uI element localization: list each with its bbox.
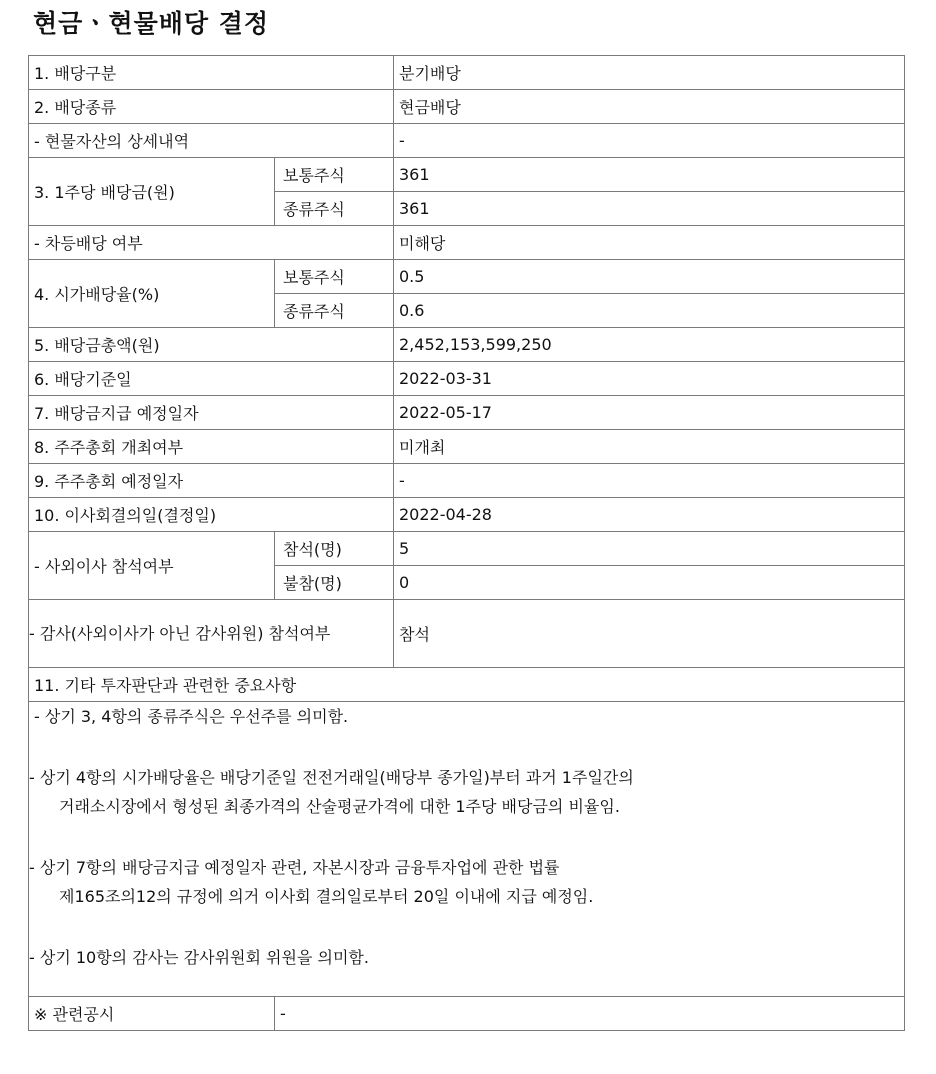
table-row	[29, 498, 905, 532]
row-value: 5	[394, 532, 905, 566]
row-value: 참석	[394, 600, 905, 668]
row-label: - 차등배당 여부	[29, 226, 394, 260]
row-value: -	[394, 464, 905, 498]
table-row	[29, 997, 905, 1031]
row-value: 분기배당	[394, 56, 905, 90]
note-line: - 상기 7항의 배당금지급 예정일자 관련, 자본시장과 금융투자업에 관한 법률	[29, 858, 560, 877]
row-label: 7. 배당금지급 예정일자	[29, 396, 394, 430]
row-value: 미개최	[394, 430, 905, 464]
row-value: -	[275, 997, 905, 1031]
row-value: 미해당	[394, 226, 905, 260]
note-line: - 상기 10항의 감사는 감사위원회 위원을 의미함.	[29, 948, 369, 967]
row-label: 10. 이사회결의일(결정일)	[29, 498, 394, 532]
sub-label: 종류주식	[275, 294, 394, 328]
row-value: 361	[394, 192, 905, 226]
table-row	[29, 532, 905, 566]
notes-cell	[29, 702, 905, 997]
row-value: 2022-05-17	[394, 396, 905, 430]
table-row	[29, 668, 905, 702]
row-value: 2022-03-31	[394, 362, 905, 396]
row-value: -	[394, 124, 905, 158]
note-line: 제165조의12의 규정에 의거 이사회 결의일로부터 20일 이내에 지급 예정임.	[59, 887, 594, 906]
table-row	[29, 90, 905, 124]
row-value: 2022-04-28	[394, 498, 905, 532]
row-value: 현금배당	[394, 90, 905, 124]
table-row	[29, 396, 905, 430]
row-value: 0	[394, 566, 905, 600]
row-label: 2. 배당종류	[29, 90, 394, 124]
table-row	[29, 124, 905, 158]
note-line: - 상기 3, 4항의 종류주식은 우선주를 의미함.	[34, 707, 349, 726]
row-label: 6. 배당기준일	[29, 362, 394, 396]
table-row	[29, 226, 905, 260]
row-label: ※ 관련공시	[29, 997, 275, 1031]
table-row	[29, 362, 905, 396]
row-label: 9. 주주총회 예정일자	[29, 464, 394, 498]
row-label: 4. 시가배당율(%)	[29, 260, 275, 328]
table-row	[29, 56, 905, 90]
table-row	[29, 430, 905, 464]
row-label: 1. 배당구분	[29, 56, 394, 90]
row-label: - 현물자산의 상세내역	[29, 124, 394, 158]
sub-label: 불참(명)	[275, 566, 394, 600]
note-line: 거래소시장에서 형성된 최종가격의 산술평균가격에 대한 1주당 배당금의 비율임.	[59, 797, 620, 816]
sub-label: 종류주식	[275, 192, 394, 226]
row-label: - 감사(사외이사가 아닌 감사위원) 참석여부	[29, 600, 394, 668]
disclosure-table	[28, 55, 905, 1031]
table-row	[29, 600, 905, 668]
sub-label: 참석(명)	[275, 532, 394, 566]
note-line: - 상기 4항의 시가배당율은 배당기준일 전전거래일(배당부 종가일)부터 과거 1주일간의	[29, 768, 634, 787]
sub-label: 보통주식	[275, 260, 394, 294]
row-label: 3. 1주당 배당금(원)	[29, 158, 275, 226]
page-title: 현금ㆍ현물배당 결정	[33, 9, 270, 38]
row-value: 0.5	[394, 260, 905, 294]
table-row	[29, 328, 905, 362]
section-heading: 11. 기타 투자판단과 관련한 중요사항	[29, 668, 905, 702]
row-value: 361	[394, 158, 905, 192]
row-value: 0.6	[394, 294, 905, 328]
table-row	[29, 464, 905, 498]
sub-label: 보통주식	[275, 158, 394, 192]
table-row	[29, 158, 905, 192]
table-row	[29, 702, 905, 997]
row-value: 2,452,153,599,250	[394, 328, 905, 362]
row-label: - 사외이사 참석여부	[29, 532, 275, 600]
table-row	[29, 260, 905, 294]
row-label: 8. 주주총회 개최여부	[29, 430, 394, 464]
row-label: 5. 배당금총액(원)	[29, 328, 394, 362]
